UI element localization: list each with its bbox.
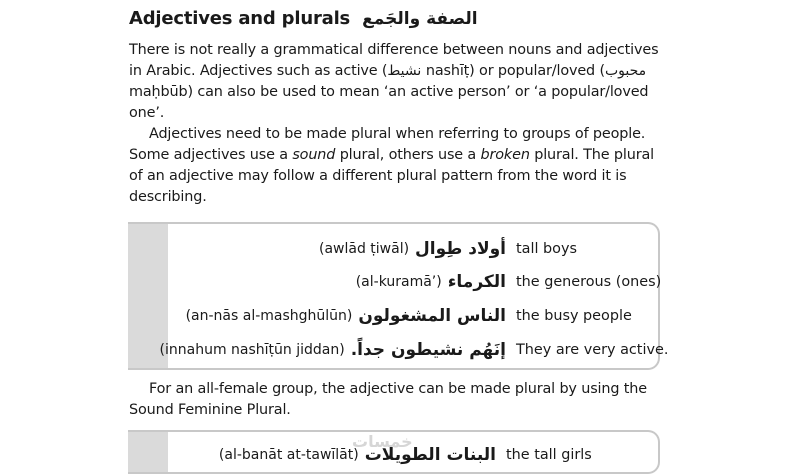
row-english: tall boys <box>516 241 577 257</box>
row-english: the busy people <box>516 308 632 324</box>
row-transliteration: (awlād ṭiwāl) <box>318 241 410 257</box>
row-english: They are very active. <box>516 342 669 358</box>
row-arabic: إنَهُم نشيطون جداً. <box>350 340 506 360</box>
para2-sound: sound <box>292 147 336 163</box>
heading-arabic: الصفة والجَمع <box>362 9 478 29</box>
row-arabic: أولاد طِوال <box>415 239 506 259</box>
row-transliteration: (al-kuramā’) <box>355 274 442 290</box>
table-row <box>168 232 658 266</box>
para2-text-c: plural. The plural of an adjective may follow a different plural pattern from the word it is describing. <box>129 147 654 205</box>
section-heading <box>129 8 478 29</box>
table-row <box>168 265 662 299</box>
row-transliteration: (innahum nashīṭūn jiddan) <box>159 342 345 358</box>
feminine-paragraph: For an all-female group, the adjective can be made plural by using the Sound Feminine Plural. <box>129 381 647 418</box>
intro-paragraph <box>129 40 669 124</box>
para2-text-a: Adjectives need to be made plural when referring to groups of people. Some adjectives use a <box>129 126 646 163</box>
para2-broken: broken <box>480 147 530 163</box>
heading-title: Adjectives and plurals <box>129 8 351 29</box>
table-row <box>159 333 669 367</box>
row-transliteration: (al-banāt at-tawīlāt) <box>218 447 359 463</box>
para2-text-b: plural, others use a <box>335 147 481 163</box>
arabic-mahbub: محبوب <box>604 63 647 79</box>
table-row <box>168 438 658 472</box>
para1-text-b: nashīṭ) or popular/loved ( <box>421 63 605 79</box>
table-row <box>168 299 658 333</box>
watermark-logo: خمسات <box>352 432 413 451</box>
row-arabic: الناس المشغولون <box>358 306 506 326</box>
row-arabic: الكرماء <box>447 272 506 292</box>
row-english: the generous (ones) <box>516 274 662 290</box>
table-stripe <box>128 432 168 472</box>
arabic-nashit: نشيط <box>387 63 422 79</box>
para1-text-c: maḥbūb) can also be used to mean ‘an active person’ or ‘a popular/loved one’. <box>129 84 649 121</box>
examples-table <box>128 222 669 370</box>
row-arabic: البنات الطويلات <box>364 445 496 465</box>
row-transliteration: (an-nās al-mashghūlūn) <box>185 308 353 324</box>
plural-paragraph <box>129 124 669 208</box>
para1-text-a: There is not really a grammatical difference between nouns and adjectives in Arabic. Adjectives such as active ( <box>129 42 659 79</box>
row-english: the tall girls <box>506 447 592 463</box>
